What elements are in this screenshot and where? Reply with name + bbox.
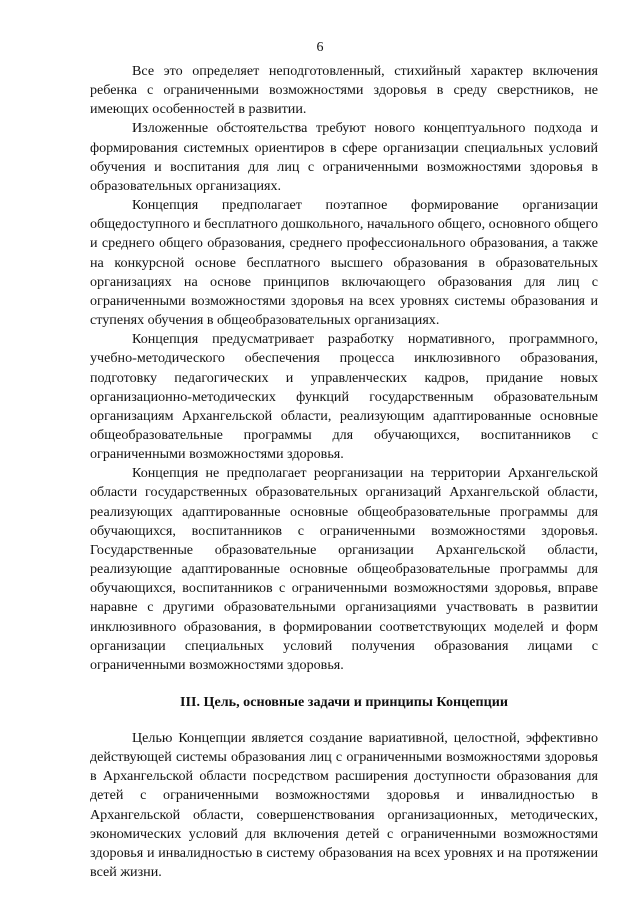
page-number: 6 (316, 40, 324, 55)
paragraph: Все это определяет неподготовленный, стихийный характер включения ребенка с ограниченными возможностями здоровья в среду сверстников, не имеющих особенностей в развитии. (90, 63, 598, 118)
document-body (90, 62, 598, 882)
paragraph: Изложенные обстоятельства требуют нового концептуального подхода и формирования системных ориентиров в сфере организации специальных условий обучения и воспитания для лиц с ограниченными возможностями здоровья в образовательных организациях. (90, 120, 598, 194)
paragraph: Концепция предполагает поэтапное формирование организации общедоступного и бесплатного дошкольного, начального общего, основного общего и среднего общего образования, среднего профессионального образования, а также на конкурсной основе бесплатного высшего образования в образовательных организациях на основе принципов включающего образования для лиц с ограниченными возможностями здоровья на всех уровнях системы образования и ступенях обучения в общеобразовательных организациях. (90, 197, 598, 329)
paragraph: Концепция не предполагает реорганизации на территории Архангельской области государственных образовательных организаций Архангельской области, реализующих адаптированные основные общеобразовательные программы для обучающихся, воспитанников с ограниченными возможностями здоровья. Государственные образовательные организации Архангельской области, реализующие адаптированные основные общеобразовательные программы для обучающихся, воспитанников с ограниченными возможностями здоровья, вправе наравне с другими образовательными организациями участвовать в развитии инклюзивного образования, в формировании соответствующих моделей и форм организации специальных условий получения образования лицами с ограниченными возможностями здоровья. (90, 465, 598, 673)
paragraph: Целью Концепции является создание вариативной, целостной, эффективно действующей системы образования лиц с ограниченными возможностями здоровья в Архангельской области посредством расширения доступности образования для детей с ограниченными возможностями здоровья и инвалидностью в Архангельской области, совершенствования организационных, методических, экономических условий для включения детей с ограниченными возможностями здоровья и инвалидностью в систему образования на всех уровнях и на протяжении всей жизни. (90, 730, 598, 881)
section-heading: III. Цель, основные задачи и принципы Концепции (180, 694, 508, 710)
paragraph: Концепция предусматривает разработку нормативного, программного, учебно-методического обеспечения процесса инклюзивного образования, подготовку педагогических и управленческих кадров, придание новых организационно-методических функций государственным образовательным организациям Архангельской области, реализующим адаптированные основные общеобразовательные программы для обучающихся, воспитанников с ограниченными возможностями здоровья. (90, 331, 598, 463)
